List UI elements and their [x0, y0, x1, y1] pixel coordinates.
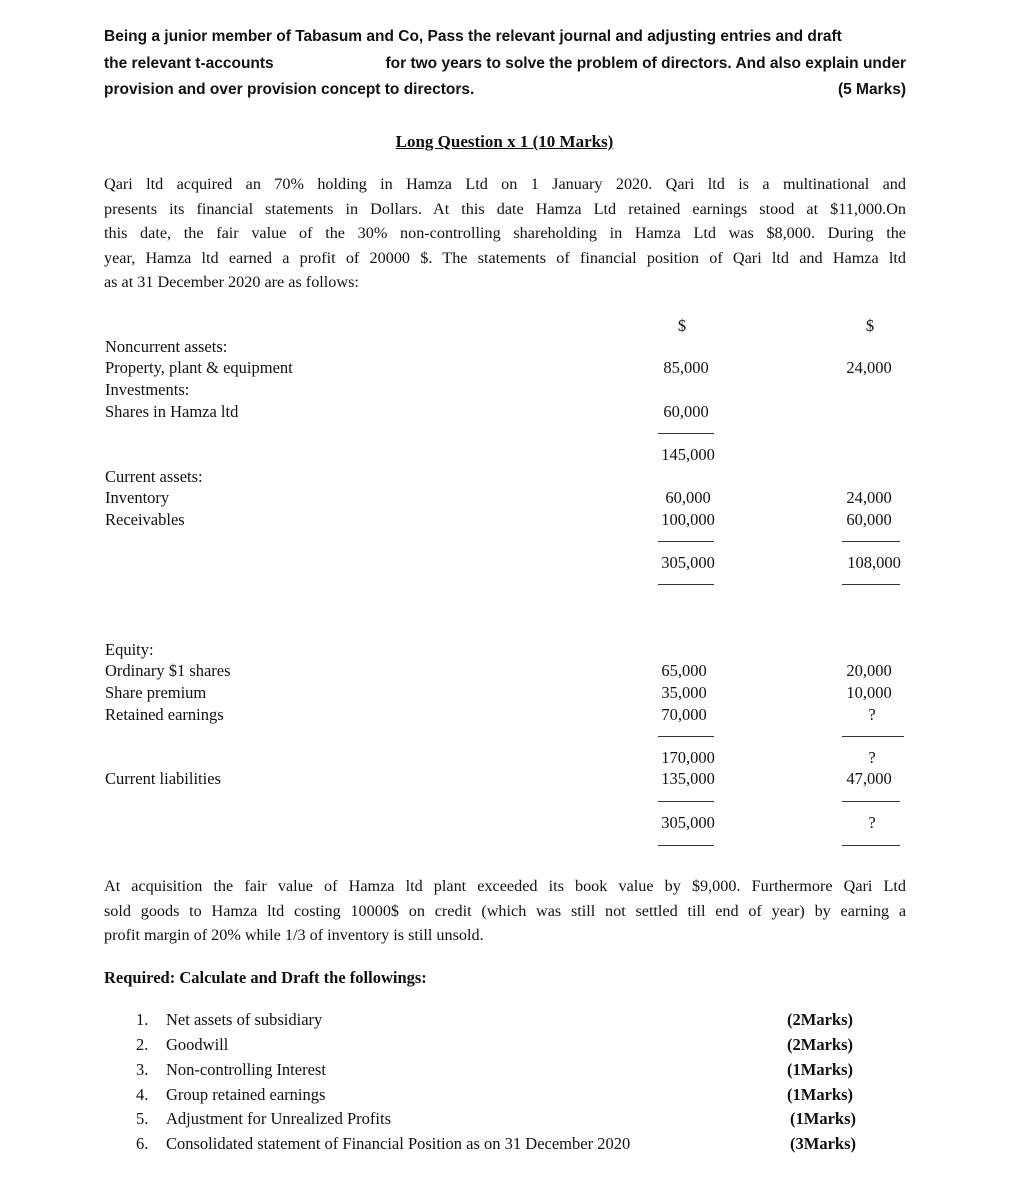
rule: [842, 736, 904, 737]
item-marks: (2Marks): [787, 1035, 853, 1054]
acquisition-paragraph: At acquisition the fair value of Hamza ltd plant exceeded its book value by $9,000. Furthermore Qari Ltd sold goods to Hamza ltd costing 10000$ on credit (which was still not settled till end of year) by earning a profit margin of 20% while 1/3 of inventory is still unsold.: [104, 877, 906, 945]
item-marks: (1Marks): [787, 1060, 853, 1079]
shares-label: Shares in Hamza ltd: [105, 402, 239, 421]
hamza-liabilities: 47,000: [846, 769, 892, 788]
rule: [658, 845, 714, 846]
rule: [658, 801, 714, 802]
qari-nca-total: 145,000: [661, 445, 715, 464]
hamza-premium: 10,000: [846, 683, 892, 702]
rule: [842, 801, 900, 802]
hamza-grand-total: ?: [868, 813, 876, 832]
required-title: Required: Calculate and Draft the followings:: [104, 968, 427, 987]
required-item: 1. Net assets of subsidiary: [136, 1010, 323, 1029]
intro-paragraph: [104, 24, 906, 104]
ppe-label: Property, plant & equipment: [105, 358, 293, 377]
col-header-qari: $: [677, 316, 687, 335]
qari-receivables: 100,000: [661, 510, 715, 529]
intro-line-1: Being a junior member of Tabasum and Co, Pass the relevant journal and adjusting entries and draft: [104, 28, 842, 45]
qari-ppe: 85,000: [663, 358, 709, 377]
qari-shares: 60,000: [663, 402, 709, 421]
item-marks: (1Marks): [787, 1085, 853, 1104]
qari-assets-total: 305,000: [661, 553, 715, 572]
question-paragraph: Qari ltd acquired an 70% holding in Hamza Ltd on 1 January 2020. Qari ltd is a multinational and presents its financial statements in Dollars. At this date Hamza Ltd retained earnings stood at $11,000.On this date, the fair value of the 30% non-controlling shareholding in Hamza Ltd was $8,000. During the year, Hamza ltd earned a profit of 20000 $. The statements of financial position of Qari ltd and Hamza ltd as at 31 December 2020 are as follows:: [104, 175, 906, 292]
qari-liabilities: 135,000: [661, 769, 715, 788]
rule: [658, 584, 714, 585]
item-marks: (2Marks): [787, 1010, 853, 1029]
qari-ordinary: 65,000: [661, 661, 707, 680]
required-item: 5. Adjustment for Unrealized Profits: [136, 1109, 391, 1128]
rule: [658, 736, 714, 737]
rule: [842, 541, 900, 542]
long-question-title: Long Question x 1 (10 Marks): [395, 132, 614, 151]
rule: [658, 541, 714, 542]
required-item: 4. Group retained earnings: [136, 1085, 326, 1104]
current-liabilities-label: Current liabilities: [105, 769, 221, 788]
required-item: 2. Goodwill: [136, 1035, 229, 1054]
required-item: 3. Non-controlling Interest: [136, 1060, 326, 1079]
current-assets-heading: Current assets:: [105, 467, 203, 486]
inventory-label: Inventory: [105, 488, 170, 507]
equity-heading: Equity:: [105, 640, 154, 659]
hamza-ppe: 24,000: [846, 358, 892, 377]
hamza-inventory: 24,000: [846, 488, 892, 507]
rule: [842, 584, 900, 585]
investments-heading: Investments:: [105, 380, 190, 399]
share-premium-label: Share premium: [105, 683, 207, 702]
intro-marks: (5 Marks): [837, 81, 906, 98]
qari-retained: 70,000: [661, 705, 707, 724]
hamza-assets-total: 108,000: [847, 553, 901, 572]
receivables-label: Receivables: [105, 510, 185, 529]
hamza-retained: ?: [868, 705, 876, 724]
qari-grand-total: 305,000: [661, 813, 715, 832]
qari-equity-total: 170,000: [661, 748, 715, 767]
item-marks: (3Marks): [790, 1134, 856, 1153]
intro-line-3: provision and over provision concept to directors. (5 Marks): [104, 77, 906, 104]
noncurrent-heading: Noncurrent assets:: [105, 337, 228, 356]
rule: [842, 845, 900, 846]
hamza-receivables: 60,000: [846, 510, 892, 529]
col-header-hamza: $: [865, 316, 875, 335]
hamza-equity-total: ?: [868, 748, 876, 767]
hamza-ordinary: 20,000: [846, 661, 892, 680]
retained-earnings-label: Retained earnings: [105, 705, 224, 724]
intro-line-2: the relevant t-accounts for two years to solve the problem of directors. And also explain under: [104, 54, 906, 72]
qari-inventory: 60,000: [665, 488, 711, 507]
qari-premium: 35,000: [661, 683, 707, 702]
item-marks: (1Marks): [790, 1109, 856, 1128]
required-item: 6. Consolidated statement of Financial Position as on 31 December 2020: [136, 1134, 631, 1153]
ordinary-shares-label: Ordinary $1 shares: [105, 661, 231, 680]
rule: [658, 433, 714, 434]
